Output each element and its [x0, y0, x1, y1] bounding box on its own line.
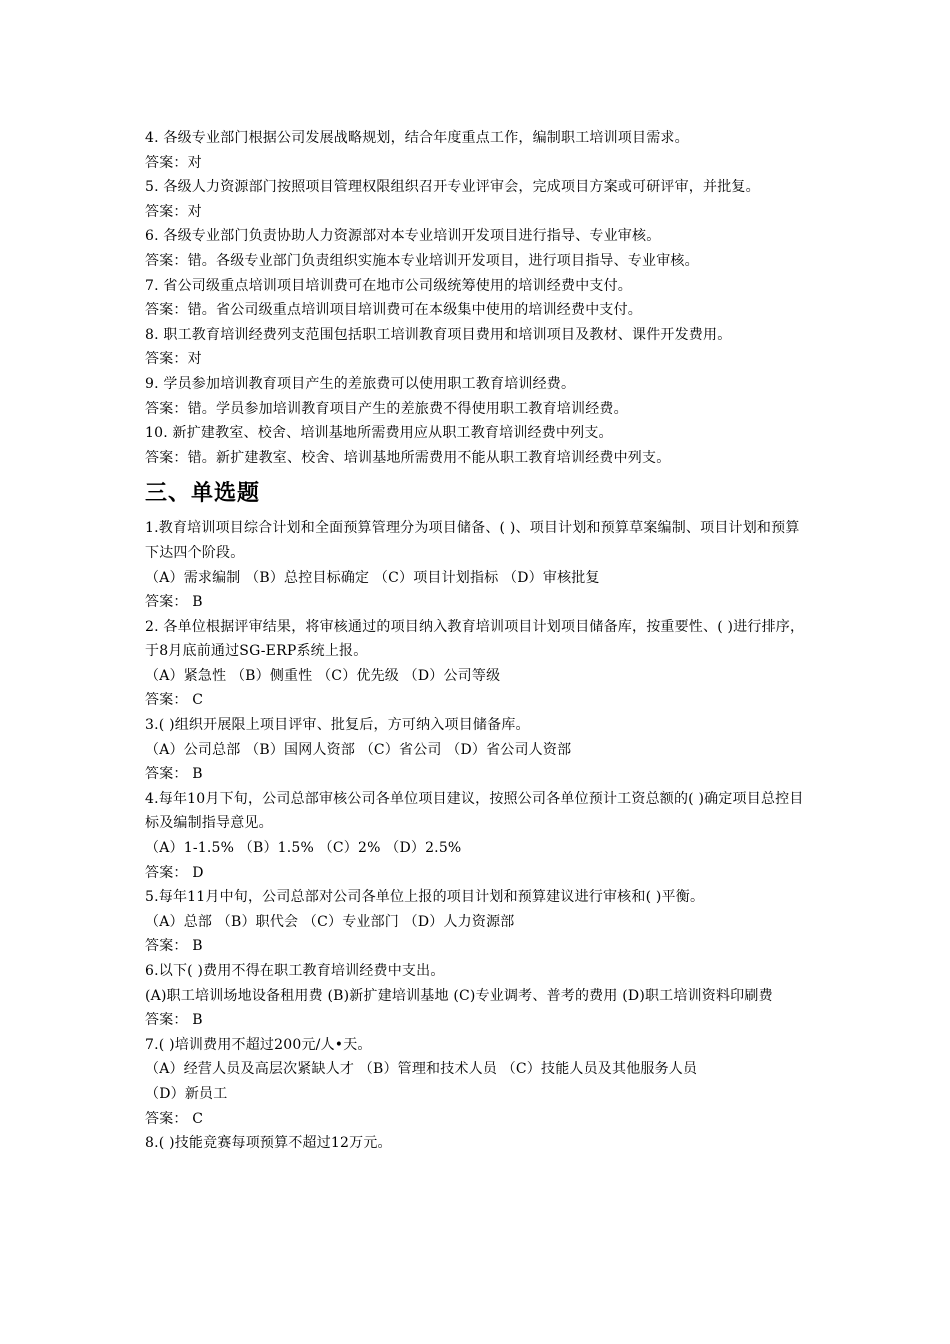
- judgement-answer-4: 答案：对: [145, 154, 202, 171]
- choice-options-2: （A）紧急性 （B）侧重性 （C）优先级 （D）公司等级: [145, 667, 501, 684]
- choice-answer-7: 答案： C: [145, 1110, 204, 1127]
- choice-question-1: 1.教育培训项目综合计划和全面预算管理分为项目储备、( )、项目计划和预算草案编制、项目计划和预算下达四个阶段。: [145, 520, 800, 561]
- judgement-answer-8: 答案：对: [145, 351, 202, 368]
- judgement-question-7: 7. 省公司级重点培训项目培训费可在地市公司级统筹使用的培训经费中支付。: [145, 277, 633, 294]
- choice-answer-5: 答案： B: [145, 938, 203, 955]
- judgement-question-6: 6. 各级专业部门负责协助人力资源部对本专业培训开发项目进行指导、专业审核。: [145, 228, 661, 245]
- choice-options-7b: （D）新员工: [145, 1085, 228, 1102]
- choice-question-6: 6.以下( )费用不得在职工教育培训经费中支出。: [145, 963, 445, 979]
- choice-question-3: 3.( )组织开展限上项目评审、批复后，方可纳入项目储备库。: [145, 717, 530, 734]
- choice-options-7a: （A）经营人员及高层次紧缺人才 （B）管理和技术人员 （C）技能人员及其他服务人员: [145, 1061, 698, 1078]
- choice-options-5: （A）总部 （B）职代会 （C）专业部门 （D）人力资源部: [145, 913, 515, 930]
- choice-options-4: （A）1-1.5% （B）1.5% （C）2% （D）2.5%: [145, 840, 462, 857]
- judgement-answer-9: 答案：错。学员参加培训教育项目产生的差旅费不得使用职工教育培训经费。: [145, 400, 628, 417]
- choice-answer-3: 答案： B: [145, 766, 203, 783]
- choice-answer-4: 答案： D: [145, 864, 204, 881]
- document-content: [145, 126, 810, 1156]
- choice-question-5: 5.每年11月中旬，公司总部对公司各单位上报的项目计划和预算建议进行审核和( )平衡。: [145, 889, 705, 906]
- choice-options-6: (A)职工培训场地设备租用费 (B)新扩建培训基地 (C)专业调考、普考的费用 (D)职工培训资料印刷费: [145, 987, 773, 1004]
- judgement-question-10: 10. 新扩建教室、校舍、培训基地所需费用应从职工教育培训经费中列支。: [145, 425, 613, 442]
- choice-answer-6: 答案： B: [145, 1012, 203, 1029]
- choice-answer-2: 答案： C: [145, 692, 204, 709]
- choice-question-7: 7.( )培训费用不超过200元/人•天。: [145, 1036, 372, 1053]
- judgement-answer-6: 答案：错。各级专业部门负责组织实施本专业培训开发项目，进行项目指导、专业审核。: [145, 252, 699, 269]
- choice-question-4: 4.每年10月下旬，公司总部审核公司各单位项目建议，按照公司各单位预计工资总额的( )确定项目总控目标及编制指导意见。: [145, 790, 804, 832]
- choice-options-3: （A）公司总部 （B）国网人资部 （C）省公司 （D）省公司人资部: [145, 741, 572, 758]
- choice-options-1: （A）需求编制 （B）总控目标确定 （C）项目计划指标 （D）审核批复: [145, 569, 600, 586]
- judgement-question-4: 4. 各级专业部门根据公司发展战略规划，结合年度重点工作，编制职工培训项目需求。: [145, 130, 689, 146]
- choice-answer-1: 答案： B: [145, 594, 203, 611]
- judgement-answer-10: 答案：错。新扩建教室、校舍、培训基地所需费用不能从职工教育培训经费中列支。: [145, 449, 671, 466]
- judgement-question-8: 8. 职工教育培训经费列支范围包括职工培训教育项目费用和培训项目及教材、课件开发费用。: [145, 326, 732, 343]
- choice-question-2: 2. 各单位根据评审结果，将审核通过的项目纳入教育培训项目计划项目储备库，按重要性、( )进行排序，于8月底前通过SG-ERP系统上报。: [145, 618, 805, 660]
- judgement-question-9: 9. 学员参加培训教育项目产生的差旅费可以使用职工教育培训经费。: [145, 375, 576, 392]
- choice-question-8: 8.( )技能竞赛每项预算不超过12万元。: [145, 1135, 392, 1152]
- judgement-answer-7: 答案：错。省公司级重点培训项目培训费可在本级集中使用的培训经费中支付。: [145, 302, 642, 319]
- section-title: 三、单选题: [145, 481, 261, 507]
- judgement-question-5: 5. 各级人力资源部门按照项目管理权限组织召开专业评审会，完成项目方案或可研评审，并批复。: [145, 179, 760, 196]
- judgement-answer-5: 答案：对: [145, 203, 202, 220]
